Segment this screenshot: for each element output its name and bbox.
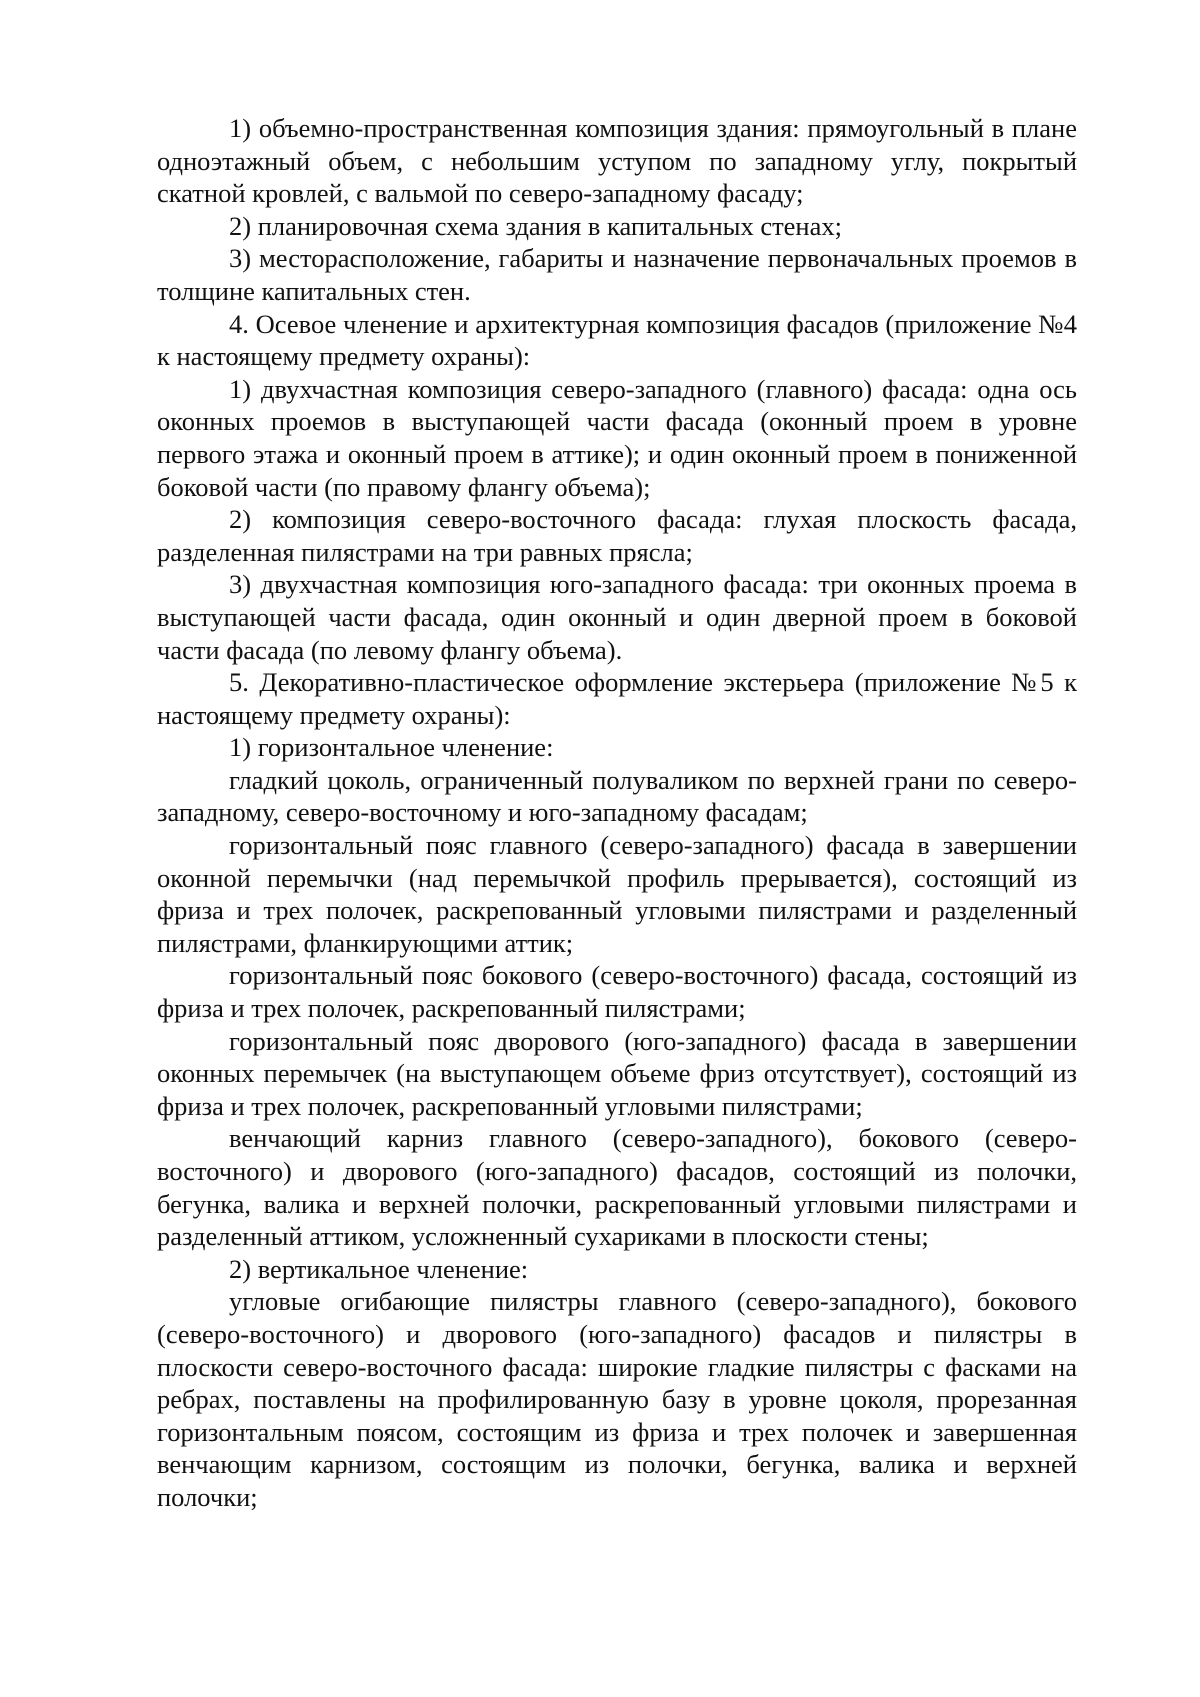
paragraph: гладкий цоколь, ограниченный полуваликом по верхней грани по северо-западному, северо-восточному и юго-западному фасадам; bbox=[157, 764, 1077, 828]
paragraph: 4. Осевое членение и архитектурная композиция фасадов (приложение №4 к настоящему предмету охраны): bbox=[157, 308, 1077, 372]
paragraph: 1) объемно-пространственная композиция здания: прямоугольный в плане одноэтажный объем, с небольшим уступом по западному углу, покрытый скатной кровлей, с вальмой по северо-западному фасаду; bbox=[157, 113, 1077, 209]
paragraph: угловые огибающие пилястры главного (северо-западного), бокового (северо-восточного) и дворового (юго-западного) фасадов и пилястры в плоскости северо-восточного фасада: широкие гладкие пилястры с фасками на ребрах, поставлены на профилированную базу в уровне цоколя, прорезанная горизонтальным поясом, состоящим из фриза и трех полочек и завершенная венчающим карнизом, состоящим из полочки, бегунка, валика и верхней полочки; bbox=[157, 1286, 1077, 1512]
paragraph: 2) композиция северо-восточного фасада: глухая плоскость фасада, разделенная пилястрами на три равных прясла; bbox=[157, 504, 1077, 567]
paragraph: 3) двухчастная композиция юго-западного фасада: три оконных проема в выступающей части фасада, один оконный и один дверной проем в боковой части фасада (по левому флангу объема). bbox=[157, 569, 1077, 665]
paragraph: 1) горизонтальное членение: bbox=[229, 732, 554, 763]
paragraph: 5. Декоративно-пластическое оформление экстерьера (приложение №5 к настоящему предмету охраны): bbox=[157, 667, 1077, 730]
paragraph: 3) месторасположение, габариты и назначение первоначальных проемов в толщине капитальных стен. bbox=[157, 243, 1077, 306]
paragraph: 1) двухчастная композиция северо-западного (главного) фасада: одна ось оконных проемов в выступающей части фасада (оконный проем в уровне первого этажа и оконный проем в аттике); и один оконный проем в пониженной боковой части (по правому флангу объема); bbox=[157, 373, 1077, 502]
paragraph: 2) планировочная схема здания в капитальных стенах; bbox=[229, 210, 842, 241]
document-body bbox=[157, 112, 1077, 1514]
paragraph: горизонтальный пояс главного (северо-западного) фасада в завершении оконной перемычки (над перемычкой профиль прерывается), состоящий из фриза и трех полочек, раскрепованный угловыми пилястрами и разделенный пилястрами, фланкирующими аттик; bbox=[157, 830, 1077, 958]
paragraph: 2) вертикальное членение: bbox=[229, 1253, 529, 1284]
paragraph: горизонтальный пояс дворового (юго-западного) фасада в завершении оконных перемычек (на выступающем объеме фриз отсутствует), состоящий из фриза и трех полочек, раскрепованный угловыми пилястрами; bbox=[157, 1025, 1077, 1121]
paragraph: горизонтальный пояс бокового (северо-восточного) фасада, состоящий из фриза и трех полочек, раскрепованный пилястрами; bbox=[157, 960, 1077, 1024]
paragraph: венчающий карниз главного (северо-западного), бокового (северо-восточного) и дворового (юго-западного) фасадов, состоящий из полочки, бегунка, валика и верхней полочки, раскрепованный угловыми пилястрами и разделенный аттиком, усложненный сухариками в плоскости стены; bbox=[157, 1123, 1077, 1252]
